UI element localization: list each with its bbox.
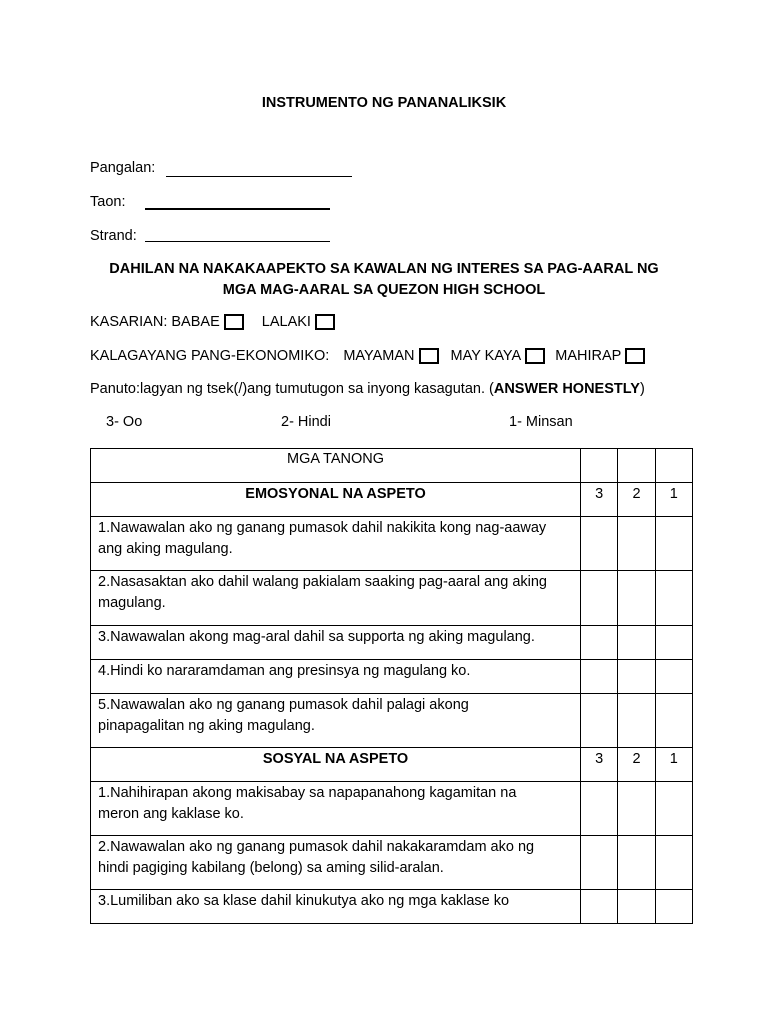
answer-cell-2[interactable] bbox=[618, 626, 655, 660]
questions-table bbox=[90, 448, 693, 924]
score-2-label: 2 bbox=[618, 483, 655, 517]
instruction-emphasis: ANSWER HONESTLY bbox=[493, 381, 640, 397]
score-1-label: 1 bbox=[655, 748, 692, 782]
question-line2: ang aking magulang. bbox=[98, 541, 233, 557]
header-blank-3 bbox=[581, 449, 618, 483]
answer-cell-3[interactable] bbox=[581, 694, 618, 748]
scale-two: 2- Hindi bbox=[281, 414, 331, 430]
table-row bbox=[91, 694, 693, 748]
survey-heading-line1: DAHILAN NA NAKAKAAPEKTO SA KAWALAN NG INTERES SA PAG-AARAL NG bbox=[109, 261, 659, 277]
table-row bbox=[91, 836, 693, 890]
name-label: Pangalan: bbox=[90, 160, 156, 176]
table-header-row bbox=[91, 449, 693, 483]
answer-cell-3[interactable] bbox=[581, 890, 618, 924]
answer-cell-2[interactable] bbox=[618, 517, 655, 571]
section-title-social: SOSYAL NA ASPETO bbox=[91, 748, 581, 782]
economic-middle-label: MAY KAYA bbox=[450, 348, 522, 364]
question-text bbox=[91, 782, 581, 836]
answer-cell-1[interactable] bbox=[655, 836, 692, 890]
year-field[interactable] bbox=[145, 208, 330, 210]
poor-checkbox[interactable] bbox=[625, 348, 645, 364]
question-line1: 2.Nasasaktan ako dahil walang pakialam saaking pag-aaral ang aking bbox=[98, 574, 547, 590]
answer-cell-1[interactable] bbox=[655, 626, 692, 660]
answer-cell-3[interactable] bbox=[581, 660, 618, 694]
table-row bbox=[91, 517, 693, 571]
instruction bbox=[90, 381, 645, 397]
middle-checkbox[interactable] bbox=[525, 348, 545, 364]
section-title-emotional: EMOSYONAL NA ASPETO bbox=[91, 483, 581, 517]
economic-row bbox=[90, 348, 645, 364]
sex-label-male: LALAKI bbox=[261, 314, 311, 330]
answer-cell-3[interactable] bbox=[581, 517, 618, 571]
strand-field[interactable] bbox=[145, 241, 330, 242]
male-checkbox[interactable] bbox=[315, 314, 335, 330]
answer-cell-2[interactable] bbox=[618, 782, 655, 836]
year-label: Taon: bbox=[90, 194, 126, 210]
question-text bbox=[91, 571, 581, 626]
table-row bbox=[91, 571, 693, 626]
answer-cell-3[interactable] bbox=[581, 571, 618, 626]
score-3-label: 3 bbox=[581, 748, 618, 782]
answer-cell-2[interactable] bbox=[618, 694, 655, 748]
question-line1: 4.Hindi ko nararamdaman ang presinsya ng magulang ko. bbox=[98, 663, 471, 679]
question-line2: magulang. bbox=[98, 595, 166, 611]
question-line2: meron ang kaklase ko. bbox=[98, 806, 244, 822]
question-line1: 5.Nawawalan ako ng ganang pumasok dahil palagi akong bbox=[98, 697, 469, 713]
page-title: INSTRUMENTO NG PANANALIKSIK bbox=[261, 95, 507, 111]
instruction-text: Panuto:lagyan ng tsek(/)ang tumutugon sa inyong kasagutan. ( bbox=[90, 381, 494, 397]
sex-label-female: KASARIAN: BABAE bbox=[90, 314, 220, 330]
answer-cell-1[interactable] bbox=[655, 517, 692, 571]
table-row bbox=[91, 890, 693, 924]
answer-cell-1[interactable] bbox=[655, 694, 692, 748]
name-field[interactable] bbox=[166, 176, 352, 177]
section-row bbox=[91, 748, 693, 782]
question-text bbox=[91, 626, 581, 660]
answer-cell-2[interactable] bbox=[618, 571, 655, 626]
score-3-label: 3 bbox=[581, 483, 618, 517]
answer-cell-2[interactable] bbox=[618, 836, 655, 890]
female-checkbox[interactable] bbox=[224, 314, 244, 330]
answer-cell-3[interactable] bbox=[581, 836, 618, 890]
survey-heading bbox=[60, 259, 708, 301]
score-1-label: 1 bbox=[655, 483, 692, 517]
survey-heading-line2: MGA MAG-AARAL SA QUEZON HIGH SCHOOL bbox=[222, 282, 546, 298]
question-text bbox=[91, 890, 581, 924]
scale-one: 1- Minsan bbox=[509, 414, 573, 430]
table-header: MGA TANONG bbox=[91, 449, 581, 483]
question-line2: pinapagalitan ng aking magulang. bbox=[98, 718, 315, 734]
score-2-label: 2 bbox=[618, 748, 655, 782]
economic-label: KALAGAYANG PANG-EKONOMIKO: bbox=[90, 348, 330, 364]
table-row bbox=[91, 626, 693, 660]
question-line2: hindi pagiging kabilang (belong) sa aming silid-aralan. bbox=[98, 860, 444, 876]
answer-cell-3[interactable] bbox=[581, 782, 618, 836]
rich-checkbox[interactable] bbox=[419, 348, 439, 364]
economic-rich-label: MAYAMAN bbox=[343, 348, 415, 364]
section-row bbox=[91, 483, 693, 517]
question-line1: 3.Lumiliban ako sa klase dahil kinukutya ako ng mga kaklase ko bbox=[98, 893, 510, 909]
question-text bbox=[91, 836, 581, 890]
strand-label: Strand: bbox=[90, 228, 137, 244]
answer-cell-3[interactable] bbox=[581, 626, 618, 660]
question-line1: 3.Nawawalan akong mag-aral dahil sa supporta ng aking magulang. bbox=[98, 629, 535, 645]
table-row bbox=[91, 660, 693, 694]
answer-cell-1[interactable] bbox=[655, 660, 692, 694]
economic-poor-label: MAHIRAP bbox=[555, 348, 622, 364]
question-line1: 1.Nawawalan ako ng ganang pumasok dahil nakikita kong nag-aaway bbox=[98, 520, 547, 536]
question-text bbox=[91, 660, 581, 694]
header-blank-2 bbox=[618, 449, 655, 483]
question-line1: 1.Nahihirapan akong makisabay sa napapanahong kagamitan na bbox=[98, 785, 517, 801]
question-line1: 2.Nawawalan ako ng ganang pumasok dahil nakakaramdam ako ng bbox=[98, 839, 535, 855]
answer-cell-2[interactable] bbox=[618, 660, 655, 694]
instruction-close: ) bbox=[639, 381, 645, 397]
answer-cell-1[interactable] bbox=[655, 571, 692, 626]
answer-cell-2[interactable] bbox=[618, 890, 655, 924]
question-text bbox=[91, 694, 581, 748]
sex-row bbox=[90, 314, 335, 330]
header-blank-1 bbox=[655, 449, 692, 483]
answer-cell-1[interactable] bbox=[655, 890, 692, 924]
scale-three: 3- Oo bbox=[106, 414, 143, 430]
answer-cell-1[interactable] bbox=[655, 782, 692, 836]
table-row bbox=[91, 782, 693, 836]
question-text bbox=[91, 517, 581, 571]
